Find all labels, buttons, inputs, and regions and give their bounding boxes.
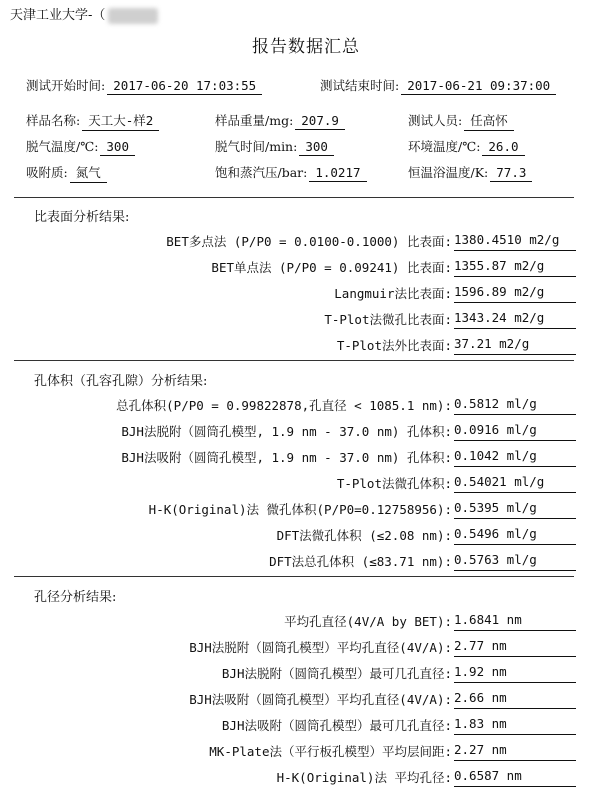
pore-size-label: BJH法吸附（圆筒孔模型）平均孔直径(4V/A): [189, 692, 452, 707]
report-title: 报告数据汇总 [252, 37, 360, 57]
surface-area-label: T-Plot法微孔比表面: [324, 312, 452, 327]
pore-size-row [0, 638, 612, 662]
value-underline [454, 734, 576, 735]
pore-volume-row [0, 526, 612, 550]
pore-volume-heading: 孔体积（孔容孔隙）分析结果: [34, 374, 208, 389]
pore-volume-value: 0.0916 ml/g [454, 422, 537, 437]
pore-volume-value: 0.5763 ml/g [454, 552, 537, 567]
value-underline [454, 544, 576, 545]
pore-volume-label: H-K(Original)法 微孔体积(P/P0=0.12758956): [148, 502, 452, 517]
value-underline [454, 708, 576, 709]
value-underline [454, 492, 576, 493]
value-underline [454, 656, 576, 657]
pore-volume-row [0, 552, 612, 576]
sample-weight-label: 样品重量/mg: [215, 113, 294, 128]
surface-area-value: 37.21 m2/g [454, 336, 530, 351]
pore-volume-label: 总孔体积(P/P0 = 0.99822878,孔直径 < 1085.1 nm): [116, 398, 452, 413]
degas-time-value: 300 [299, 139, 334, 156]
pore-volume-value: 0.1042 ml/g [454, 448, 537, 463]
sat-pressure [215, 163, 367, 182]
pore-volume-row [0, 500, 612, 524]
degas-time [215, 137, 334, 156]
adsorbate [26, 163, 107, 183]
institution-header [10, 4, 158, 24]
env-temp-value: 26.0 [482, 139, 524, 156]
env-temp [408, 137, 525, 156]
surface-area-value: 1596.89 m2/g [454, 284, 545, 299]
surface-area-row [0, 336, 612, 360]
test-end-value: 2017-06-21 09:37:00 [401, 78, 556, 95]
degas-time-label: 脱气时间/min: [215, 139, 298, 154]
pore-volume-label: T-Plot法微孔体积: [336, 476, 452, 491]
env-temp-label: 环境温度/℃: [408, 139, 481, 154]
value-underline [454, 630, 576, 631]
sample-weight-value: 207.9 [295, 113, 345, 130]
surface-area-value: 1355.87 m2/g [454, 258, 545, 273]
pore-size-value: 2.77 nm [454, 638, 507, 653]
degas-temp [26, 137, 135, 156]
degas-temp-value: 300 [100, 139, 135, 156]
pore-size-label: BJH法吸附（圆筒孔模型）最可几孔直径: [221, 718, 452, 733]
value-underline [454, 250, 576, 251]
pore-size-heading: 孔径分析结果: [34, 590, 117, 605]
operator [408, 111, 514, 131]
value-underline [454, 518, 576, 519]
adsorbate-value: 氮气 [70, 163, 107, 183]
surface-area-row [0, 310, 612, 334]
surface-area-label: BET多点法 (P/P0 = 0.0100-0.1000) 比表面: [166, 234, 452, 249]
pore-size-row [0, 664, 612, 688]
pore-size-value: 2.66 nm [454, 690, 507, 705]
pore-size-row [0, 612, 612, 636]
value-underline [454, 786, 576, 787]
pore-size-label: BJH法脱附（圆筒孔模型）最可几孔直径: [221, 666, 452, 681]
surface-area-heading: 比表面分析结果: [34, 210, 130, 225]
sample-name-value: 天工大-样2 [82, 111, 159, 131]
value-underline [454, 440, 576, 441]
pore-volume-value: 0.5496 ml/g [454, 526, 537, 541]
sample-weight [215, 111, 345, 130]
value-underline [454, 328, 576, 329]
degas-temp-label: 脱气温度/℃: [26, 139, 99, 154]
bath-temp-label: 恒温浴温度/K: [408, 165, 489, 180]
operator-label: 测试人员: [408, 113, 463, 128]
test-start-value: 2017-06-20 17:03:55 [107, 78, 262, 95]
value-underline [454, 570, 576, 571]
pore-size-label: 平均孔直径(4V/A by BET): [284, 614, 452, 629]
pore-size-value: 1.83 nm [454, 716, 507, 731]
section-divider [14, 360, 574, 361]
pore-volume-row [0, 474, 612, 498]
sat-pressure-label: 饱和蒸汽压/bar: [215, 165, 308, 180]
pore-size-value: 2.27 nm [454, 742, 507, 757]
pore-size-value: 1.92 nm [454, 664, 507, 679]
surface-area-value: 1343.24 m2/g [454, 310, 545, 325]
surface-area-value: 1380.4510 m2/g [454, 232, 560, 247]
pore-size-value: 1.6841 nm [454, 612, 522, 627]
pore-size-label: H-K(Original)法 平均孔径: [276, 770, 452, 785]
sample-name-label: 样品名称: [26, 113, 81, 128]
pore-size-row [0, 742, 612, 766]
surface-area-label: Langmuir法比表面: [334, 286, 452, 301]
pore-volume-row [0, 422, 612, 446]
surface-area-row [0, 232, 612, 256]
value-underline [454, 466, 576, 467]
institution-name: 天津工业大学-（ [10, 8, 106, 23]
surface-area-label: T-Plot法外比表面: [336, 338, 452, 353]
adsorbate-label: 吸附质: [26, 165, 68, 180]
bath-temp-value: 77.3 [490, 165, 532, 182]
section-divider [14, 197, 574, 198]
value-underline [454, 276, 576, 277]
redacted-text [108, 8, 158, 24]
pore-size-row [0, 690, 612, 714]
value-underline [454, 682, 576, 683]
surface-area-label: BET单点法 (P/P0 = 0.09241) 比表面: [211, 260, 452, 275]
sample-name [26, 111, 159, 131]
pore-volume-label: DFT法总孔体积 (≤83.71 nm): [269, 554, 452, 569]
sat-pressure-value: 1.0217 [309, 165, 366, 182]
pore-volume-label: BJH法脱附（圆筒孔模型, 1.9 nm - 37.0 nm) 孔体积: [121, 424, 452, 439]
pore-volume-value: 0.5395 ml/g [454, 500, 537, 515]
pore-size-label: MK-Plate法（平行板孔模型）平均层间距: [209, 744, 452, 759]
pore-volume-row [0, 448, 612, 472]
operator-value: 任高怀 [464, 111, 514, 131]
pore-volume-value: 0.54021 ml/g [454, 474, 545, 489]
test-end-label: 测试结束时间: [320, 78, 400, 93]
value-underline [454, 302, 576, 303]
pore-size-value: 0.6587 nm [454, 768, 522, 783]
pore-volume-row [0, 396, 612, 420]
pore-size-row [0, 716, 612, 740]
value-underline [454, 414, 576, 415]
value-underline [454, 354, 576, 355]
surface-area-row [0, 284, 612, 308]
value-underline [454, 760, 576, 761]
pore-size-label: BJH法脱附（圆筒孔模型）平均孔直径(4V/A): [189, 640, 452, 655]
test-start [26, 76, 262, 95]
pore-volume-label: BJH法吸附（圆筒孔模型, 1.9 nm - 37.0 nm) 孔体积: [121, 450, 452, 465]
pore-volume-label: DFT法微孔体积 (≤2.08 nm): [276, 528, 452, 543]
surface-area-row [0, 258, 612, 282]
bath-temp [408, 163, 532, 182]
test-start-label: 测试开始时间: [26, 78, 106, 93]
section-divider [14, 576, 574, 577]
test-end [320, 76, 556, 95]
pore-size-row [0, 768, 612, 792]
pore-volume-value: 0.5812 ml/g [454, 396, 537, 411]
